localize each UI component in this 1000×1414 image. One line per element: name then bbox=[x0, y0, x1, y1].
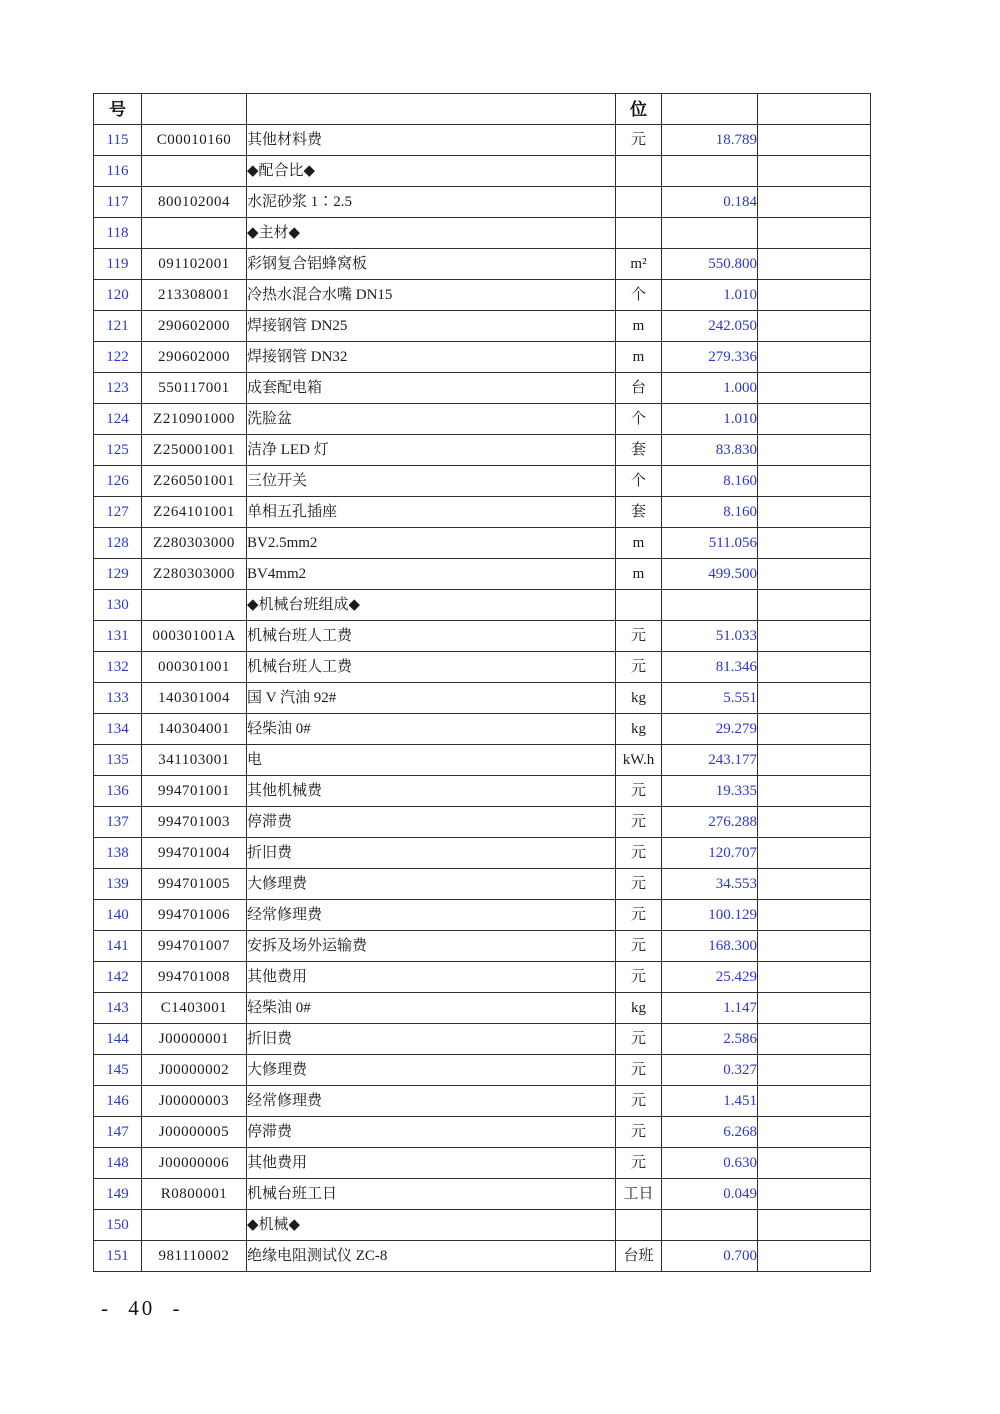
quantity-cell: 511.056 bbox=[662, 528, 758, 559]
empty-cell bbox=[758, 280, 871, 311]
quantity-cell: 0.184 bbox=[662, 187, 758, 218]
unit-cell: 个 bbox=[616, 404, 662, 435]
item-name-cell: 经常修理费 bbox=[247, 1086, 616, 1117]
unit-cell: kW.h bbox=[616, 745, 662, 776]
item-name-cell: 洁净 LED 灯 bbox=[247, 435, 616, 466]
table-row bbox=[94, 869, 871, 900]
unit-cell: 工日 bbox=[616, 1179, 662, 1210]
item-code-cell: 994701007 bbox=[142, 931, 247, 962]
row-number-cell: 147 bbox=[94, 1117, 142, 1148]
quantity-cell: 276.288 bbox=[662, 807, 758, 838]
row-number-cell: 136 bbox=[94, 776, 142, 807]
item-code-cell: Z260501001 bbox=[142, 466, 247, 497]
item-code-cell: Z280303000 bbox=[142, 528, 247, 559]
item-name-cell: 单相五孔插座 bbox=[247, 497, 616, 528]
row-number-cell: 143 bbox=[94, 993, 142, 1024]
table-row bbox=[94, 466, 871, 497]
empty-cell bbox=[758, 125, 871, 156]
row-number-cell: 151 bbox=[94, 1241, 142, 1272]
item-code-cell: 000301001 bbox=[142, 652, 247, 683]
empty-cell bbox=[758, 311, 871, 342]
unit-cell: 元 bbox=[616, 807, 662, 838]
table-row bbox=[94, 1148, 871, 1179]
item-name-cell: 电 bbox=[247, 745, 616, 776]
table-row bbox=[94, 931, 871, 962]
row-number-cell: 140 bbox=[94, 900, 142, 931]
item-code-cell: J00000002 bbox=[142, 1055, 247, 1086]
table-row bbox=[94, 993, 871, 1024]
table-row bbox=[94, 311, 871, 342]
table-row bbox=[94, 218, 871, 249]
table-row bbox=[94, 249, 871, 280]
empty-cell bbox=[758, 838, 871, 869]
empty-cell bbox=[758, 1179, 871, 1210]
item-code-cell: 994701005 bbox=[142, 869, 247, 900]
empty-cell bbox=[758, 776, 871, 807]
empty-cell bbox=[758, 590, 871, 621]
unit-cell: 台 bbox=[616, 373, 662, 404]
quantity-cell: 5.551 bbox=[662, 683, 758, 714]
row-number-cell: 128 bbox=[94, 528, 142, 559]
empty-cell bbox=[758, 156, 871, 187]
row-number-cell: 120 bbox=[94, 280, 142, 311]
unit-cell: 元 bbox=[616, 869, 662, 900]
item-name-cell: 冷热水混合水嘴 DN15 bbox=[247, 280, 616, 311]
quantity-cell bbox=[662, 1210, 758, 1241]
empty-cell bbox=[758, 745, 871, 776]
unit-cell: 套 bbox=[616, 435, 662, 466]
quantity-cell: 0.049 bbox=[662, 1179, 758, 1210]
table-body bbox=[94, 125, 871, 1272]
row-number-cell: 119 bbox=[94, 249, 142, 280]
item-name-cell: ◆主材◆ bbox=[247, 218, 616, 249]
table-row bbox=[94, 683, 871, 714]
row-number-cell: 145 bbox=[94, 1055, 142, 1086]
quantity-cell: 2.586 bbox=[662, 1024, 758, 1055]
row-number-cell: 130 bbox=[94, 590, 142, 621]
unit-cell: 元 bbox=[616, 1117, 662, 1148]
unit-cell bbox=[616, 156, 662, 187]
unit-cell: 元 bbox=[616, 1024, 662, 1055]
item-name-cell: 轻柴油 0# bbox=[247, 993, 616, 1024]
table-row bbox=[94, 807, 871, 838]
quantity-cell: 81.346 bbox=[662, 652, 758, 683]
row-number-cell: 127 bbox=[94, 497, 142, 528]
row-number-cell: 144 bbox=[94, 1024, 142, 1055]
empty-cell bbox=[758, 931, 871, 962]
unit-cell: 元 bbox=[616, 900, 662, 931]
unit-cell: 元 bbox=[616, 1148, 662, 1179]
item-name-cell: 其他费用 bbox=[247, 1148, 616, 1179]
empty-cell bbox=[758, 1024, 871, 1055]
quantity-cell: 168.300 bbox=[662, 931, 758, 962]
row-number-cell: 137 bbox=[94, 807, 142, 838]
item-code-cell: C00010160 bbox=[142, 125, 247, 156]
table-row bbox=[94, 1179, 871, 1210]
table-row bbox=[94, 187, 871, 218]
item-name-cell: 彩钢复合铝蜂窝板 bbox=[247, 249, 616, 280]
item-name-cell: BV4mm2 bbox=[247, 559, 616, 590]
empty-cell bbox=[758, 497, 871, 528]
table-row bbox=[94, 528, 871, 559]
empty-cell bbox=[758, 869, 871, 900]
quantity-cell: 1.010 bbox=[662, 404, 758, 435]
unit-cell: 套 bbox=[616, 497, 662, 528]
unit-cell bbox=[616, 218, 662, 249]
row-number-cell: 115 bbox=[94, 125, 142, 156]
empty-cell bbox=[758, 683, 871, 714]
row-number-cell: 139 bbox=[94, 869, 142, 900]
row-number-cell: 141 bbox=[94, 931, 142, 962]
item-code-cell: 290602000 bbox=[142, 342, 247, 373]
empty-cell bbox=[758, 187, 871, 218]
unit-cell: kg bbox=[616, 683, 662, 714]
row-number-cell: 126 bbox=[94, 466, 142, 497]
item-code-cell: 994701006 bbox=[142, 900, 247, 931]
header-qty-cell bbox=[662, 94, 758, 125]
row-number-cell: 134 bbox=[94, 714, 142, 745]
empty-cell bbox=[758, 993, 871, 1024]
item-name-cell: ◆机械台班组成◆ bbox=[247, 590, 616, 621]
quantity-cell: 34.553 bbox=[662, 869, 758, 900]
item-name-cell: ◆机械◆ bbox=[247, 1210, 616, 1241]
table-row bbox=[94, 435, 871, 466]
row-number-cell: 132 bbox=[94, 652, 142, 683]
empty-cell bbox=[758, 435, 871, 466]
empty-cell bbox=[758, 1086, 871, 1117]
quantity-cell: 1.451 bbox=[662, 1086, 758, 1117]
header-code-cell bbox=[142, 94, 247, 125]
empty-cell bbox=[758, 621, 871, 652]
unit-cell: m bbox=[616, 311, 662, 342]
table-row bbox=[94, 1086, 871, 1117]
table-row bbox=[94, 1210, 871, 1241]
row-number-cell: 117 bbox=[94, 187, 142, 218]
empty-cell bbox=[758, 1210, 871, 1241]
header-name-cell bbox=[247, 94, 616, 125]
empty-cell bbox=[758, 714, 871, 745]
table-row bbox=[94, 280, 871, 311]
item-name-cell: 经常修理费 bbox=[247, 900, 616, 931]
item-name-cell: 焊接钢管 DN25 bbox=[247, 311, 616, 342]
table-row bbox=[94, 156, 871, 187]
row-number-cell: 129 bbox=[94, 559, 142, 590]
unit-cell: m bbox=[616, 342, 662, 373]
table-row bbox=[94, 590, 871, 621]
item-name-cell: 机械台班工日 bbox=[247, 1179, 616, 1210]
item-name-cell: 其他机械费 bbox=[247, 776, 616, 807]
row-number-cell: 135 bbox=[94, 745, 142, 776]
item-code-cell bbox=[142, 590, 247, 621]
table-row bbox=[94, 714, 871, 745]
quantity-cell: 8.160 bbox=[662, 466, 758, 497]
empty-cell bbox=[758, 528, 871, 559]
item-name-cell: 成套配电箱 bbox=[247, 373, 616, 404]
item-name-cell: 水泥砂浆 1∶2.5 bbox=[247, 187, 616, 218]
unit-cell bbox=[616, 590, 662, 621]
quantity-cell: 243.177 bbox=[662, 745, 758, 776]
item-code-cell: J00000006 bbox=[142, 1148, 247, 1179]
empty-cell bbox=[758, 404, 871, 435]
empty-cell bbox=[758, 373, 871, 404]
unit-cell: 元 bbox=[616, 931, 662, 962]
table-row bbox=[94, 838, 871, 869]
empty-cell bbox=[758, 807, 871, 838]
empty-cell bbox=[758, 466, 871, 497]
row-number-cell: 131 bbox=[94, 621, 142, 652]
item-code-cell bbox=[142, 1210, 247, 1241]
item-code-cell: J00000003 bbox=[142, 1086, 247, 1117]
quantity-cell: 29.279 bbox=[662, 714, 758, 745]
item-code-cell: 994701003 bbox=[142, 807, 247, 838]
table-row bbox=[94, 559, 871, 590]
row-number-cell: 125 bbox=[94, 435, 142, 466]
table-row bbox=[94, 1055, 871, 1086]
row-number-cell: 148 bbox=[94, 1148, 142, 1179]
unit-cell: 元 bbox=[616, 1055, 662, 1086]
unit-cell: 元 bbox=[616, 621, 662, 652]
quantity-cell: 1.147 bbox=[662, 993, 758, 1024]
unit-cell: 元 bbox=[616, 125, 662, 156]
empty-cell bbox=[758, 1117, 871, 1148]
table-header bbox=[94, 94, 871, 125]
table-row bbox=[94, 373, 871, 404]
item-name-cell: 其他费用 bbox=[247, 962, 616, 993]
item-code-cell: 994701001 bbox=[142, 776, 247, 807]
item-code-cell: 140301004 bbox=[142, 683, 247, 714]
item-name-cell: 焊接钢管 DN32 bbox=[247, 342, 616, 373]
quantity-cell: 19.335 bbox=[662, 776, 758, 807]
item-name-cell: 三位开关 bbox=[247, 466, 616, 497]
unit-cell: m bbox=[616, 528, 662, 559]
unit-cell: 元 bbox=[616, 776, 662, 807]
empty-cell bbox=[758, 342, 871, 373]
unit-cell: 元 bbox=[616, 838, 662, 869]
quantity-cell: 6.268 bbox=[662, 1117, 758, 1148]
quantity-cell: 25.429 bbox=[662, 962, 758, 993]
unit-cell: m bbox=[616, 559, 662, 590]
item-name-cell: BV2.5mm2 bbox=[247, 528, 616, 559]
table-row bbox=[94, 621, 871, 652]
row-number-cell: 150 bbox=[94, 1210, 142, 1241]
item-code-cell: Z264101001 bbox=[142, 497, 247, 528]
unit-cell bbox=[616, 187, 662, 218]
unit-cell: 元 bbox=[616, 962, 662, 993]
quantity-cell bbox=[662, 156, 758, 187]
table-row bbox=[94, 745, 871, 776]
item-code-cell: 800102004 bbox=[142, 187, 247, 218]
item-code-cell: 091102001 bbox=[142, 249, 247, 280]
table-row bbox=[94, 1117, 871, 1148]
item-code-cell: 213308001 bbox=[142, 280, 247, 311]
item-code-cell: J00000001 bbox=[142, 1024, 247, 1055]
item-name-cell: 大修理费 bbox=[247, 1055, 616, 1086]
quantity-cell: 279.336 bbox=[662, 342, 758, 373]
table-header-row bbox=[94, 94, 871, 125]
item-name-cell: 其他材料费 bbox=[247, 125, 616, 156]
quantity-cell: 0.700 bbox=[662, 1241, 758, 1272]
empty-cell bbox=[758, 249, 871, 280]
item-code-cell: Z210901000 bbox=[142, 404, 247, 435]
quantity-cell: 1.010 bbox=[662, 280, 758, 311]
item-code-cell: 140304001 bbox=[142, 714, 247, 745]
row-number-cell: 118 bbox=[94, 218, 142, 249]
item-name-cell: 绝缘电阻测试仪 ZC-8 bbox=[247, 1241, 616, 1272]
quota-items-table bbox=[93, 93, 871, 1272]
quantity-cell bbox=[662, 218, 758, 249]
item-code-cell: 994701008 bbox=[142, 962, 247, 993]
row-number-cell: 138 bbox=[94, 838, 142, 869]
row-number-cell: 123 bbox=[94, 373, 142, 404]
row-number-cell: 116 bbox=[94, 156, 142, 187]
item-code-cell: J00000005 bbox=[142, 1117, 247, 1148]
unit-cell: kg bbox=[616, 993, 662, 1024]
table-row bbox=[94, 652, 871, 683]
row-number-cell: 133 bbox=[94, 683, 142, 714]
unit-cell: 元 bbox=[616, 1086, 662, 1117]
item-code-cell: 000301001A bbox=[142, 621, 247, 652]
row-number-cell: 122 bbox=[94, 342, 142, 373]
unit-cell: 台班 bbox=[616, 1241, 662, 1272]
unit-cell: 个 bbox=[616, 466, 662, 497]
item-name-cell: 安拆及场外运输费 bbox=[247, 931, 616, 962]
unit-cell bbox=[616, 1210, 662, 1241]
item-name-cell: 折旧费 bbox=[247, 838, 616, 869]
table-row bbox=[94, 125, 871, 156]
empty-cell bbox=[758, 1055, 871, 1086]
item-code-cell: R0800001 bbox=[142, 1179, 247, 1210]
item-name-cell: ◆配合比◆ bbox=[247, 156, 616, 187]
quantity-cell: 242.050 bbox=[662, 311, 758, 342]
table-row bbox=[94, 497, 871, 528]
empty-cell bbox=[758, 1241, 871, 1272]
unit-cell: kg bbox=[616, 714, 662, 745]
table-row bbox=[94, 1241, 871, 1272]
table-row bbox=[94, 962, 871, 993]
item-name-cell: 机械台班人工费 bbox=[247, 621, 616, 652]
header-unit-cell: 位 bbox=[616, 94, 662, 125]
quantity-cell: 499.500 bbox=[662, 559, 758, 590]
empty-cell bbox=[758, 559, 871, 590]
item-name-cell: 机械台班人工费 bbox=[247, 652, 616, 683]
item-code-cell bbox=[142, 156, 247, 187]
row-number-cell: 142 bbox=[94, 962, 142, 993]
unit-cell: 个 bbox=[616, 280, 662, 311]
item-name-cell: 国 V 汽油 92# bbox=[247, 683, 616, 714]
item-name-cell: 大修理费 bbox=[247, 869, 616, 900]
empty-cell bbox=[758, 962, 871, 993]
row-number-cell: 146 bbox=[94, 1086, 142, 1117]
row-number-cell: 149 bbox=[94, 1179, 142, 1210]
table-row bbox=[94, 342, 871, 373]
header-no-cell: 号 bbox=[94, 94, 142, 125]
item-code-cell: 341103001 bbox=[142, 745, 247, 776]
quantity-cell: 0.327 bbox=[662, 1055, 758, 1086]
row-number-cell: 124 bbox=[94, 404, 142, 435]
empty-cell bbox=[758, 218, 871, 249]
item-code-cell bbox=[142, 218, 247, 249]
unit-cell: m² bbox=[616, 249, 662, 280]
quantity-cell: 120.707 bbox=[662, 838, 758, 869]
item-name-cell: 停滞费 bbox=[247, 1117, 616, 1148]
quantity-cell: 18.789 bbox=[662, 125, 758, 156]
item-code-cell: 994701004 bbox=[142, 838, 247, 869]
unit-cell: 元 bbox=[616, 652, 662, 683]
quantity-cell: 0.630 bbox=[662, 1148, 758, 1179]
header-extra-cell bbox=[758, 94, 871, 125]
empty-cell bbox=[758, 900, 871, 931]
quantity-cell: 8.160 bbox=[662, 497, 758, 528]
table-row bbox=[94, 900, 871, 931]
item-code-cell: 981110002 bbox=[142, 1241, 247, 1272]
item-name-cell: 停滞费 bbox=[247, 807, 616, 838]
table-row bbox=[94, 776, 871, 807]
quantity-cell: 51.033 bbox=[662, 621, 758, 652]
quantity-cell: 83.830 bbox=[662, 435, 758, 466]
table-row bbox=[94, 1024, 871, 1055]
quantity-cell: 550.800 bbox=[662, 249, 758, 280]
item-name-cell: 折旧费 bbox=[247, 1024, 616, 1055]
item-code-cell: 290602000 bbox=[142, 311, 247, 342]
item-code-cell: 550117001 bbox=[142, 373, 247, 404]
page-number: - 40 - bbox=[101, 1296, 183, 1320]
quantity-cell bbox=[662, 590, 758, 621]
empty-cell bbox=[758, 1148, 871, 1179]
item-code-cell: Z250001001 bbox=[142, 435, 247, 466]
item-code-cell: C1403001 bbox=[142, 993, 247, 1024]
table-row bbox=[94, 404, 871, 435]
quantity-cell: 1.000 bbox=[662, 373, 758, 404]
row-number-cell: 121 bbox=[94, 311, 142, 342]
item-name-cell: 洗脸盆 bbox=[247, 404, 616, 435]
empty-cell bbox=[758, 652, 871, 683]
item-code-cell: Z280303000 bbox=[142, 559, 247, 590]
item-name-cell: 轻柴油 0# bbox=[247, 714, 616, 745]
quantity-cell: 100.129 bbox=[662, 900, 758, 931]
